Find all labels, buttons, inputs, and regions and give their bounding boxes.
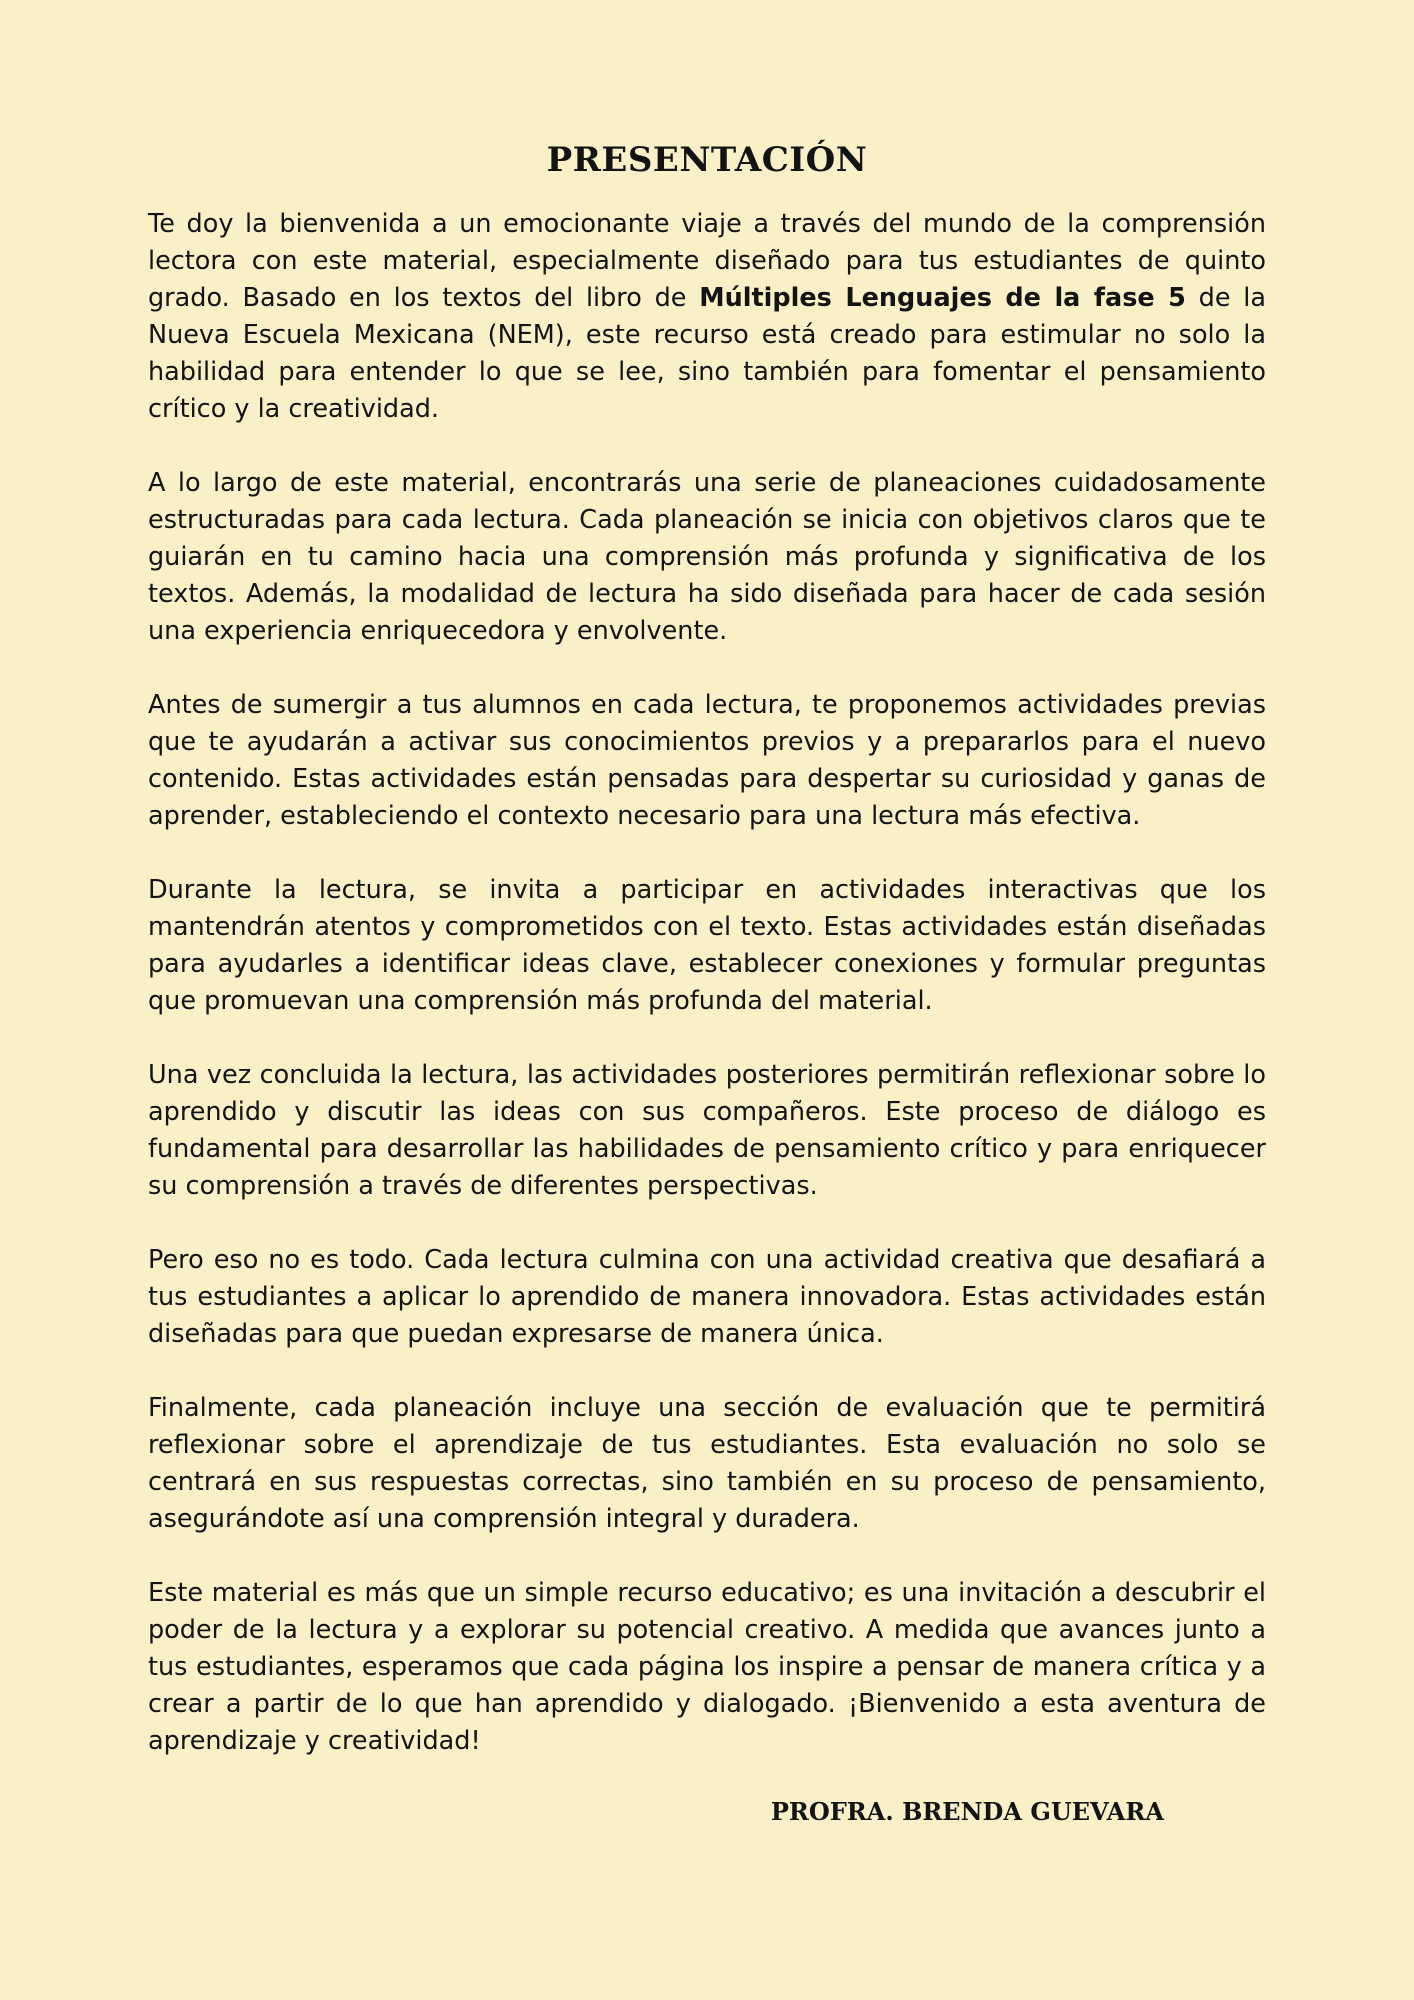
paragraph-actividades-posteriores: Una vez concluida la lectura, las actividades posteriores permitirán reflexionar sobre lo aprendido y discutir las ideas con sus compañeros. Este proceso de diálogo es fundamental para desarrollar las habilidades de pensamiento crítico y para enriquecer su comprensión a través de diferentes perspectivas. [148,1060,1266,1201]
paragraph-intro-start: Te doy la bienvenida a un emocionante viaje a través del mundo de la comprensión lectora con este material, especialmente diseñado para tus estudiantes de quinto grado. Basado en los textos del libro de [148,209,1266,313]
paragraph-intro-end: de la Nueva Escuela Mexicana (NEM), este recurso está creado para estimular no solo la habilidad para entender lo que se lee, sino también para fomentar el pensamiento crítico y la creatividad. [148,283,1266,424]
paragraph-actividad-creativa: Pero eso no es todo. Cada lectura culmina con una actividad creativa que desafiará a tus estudiantes a aplicar lo aprendido de manera innovadora. Estas actividades están diseñadas para que puedan expresarse de manera única. [148,1245,1266,1349]
paragraph-durante-lectura: Durante la lectura, se invita a participar en actividades interactivas que los mantendrán atentos y comprometidos con el texto. Estas actividades están diseñadas para ayudarles a identificar ideas clave, establecer conexiones y formular preguntas que promuevan una comprensión más profunda del material. [148,875,1266,1016]
book-title-emphasis: Múltiples Lenguajes de la fase 5 [699,283,1186,313]
paragraph-cierre: Este material es más que un simple recurso educativo; es una invitación a descubrir el poder de la lectura y a explorar su potencial creativo. A medida que avances junto a tus estudiantes, esperamos que cada página los inspire a pensar de manera crítica y a crear a partir de lo que han aprendido y dialogado. ¡Bienvenido a esta aventura de aprendizaje y creatividad! [148,1578,1266,1756]
paragraph-actividades-previas: Antes de sumergir a tus alumnos en cada lectura, te proponemos actividades previas que te ayudarán a activar sus conocimientos previos y a prepararlos para el nuevo contenido. Estas actividades están pensadas para despertar su curiosidad y ganas de aprender, estableciendo el contexto necesario para una lectura más efectiva. [148,690,1266,831]
paragraph-evaluacion: Finalmente, cada planeación incluye una sección de evaluación que te permitirá reflexionar sobre el aprendizaje de tus estudiantes. Esta evaluación no solo se centrará en sus respuestas correctas, sino también en su proceso de pensamiento, asegurándote así una comprensión integral y duradera. [148,1393,1266,1534]
paragraph-intro [148,206,1266,428]
paragraph-planeaciones: A lo largo de este material, encontrarás una serie de planeaciones cuidadosamente estructuradas para cada lectura. Cada planeación se inicia con objetivos claros que te guiarán en tu camino hacia una comprensión más profunda y significativa de los textos. Además, la modalidad de lectura ha sido diseñada para hacer de cada sesión una experiencia enriquecedora y envolvente. [148,468,1266,646]
author-signature: PROFRA. BRENDA GUEVARA [770,1797,1164,1826]
document-page [148,140,1266,1826]
page-title: PRESENTACIÓN [546,140,868,180]
